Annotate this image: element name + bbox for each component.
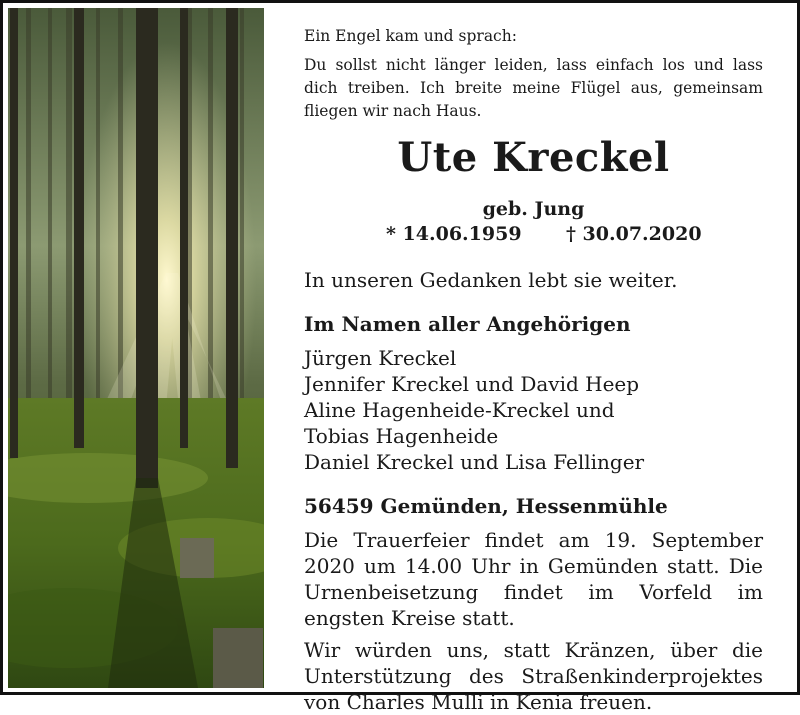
death-date: † 30.07.2020 [566, 223, 702, 245]
poem [304, 25, 763, 123]
obituary-text [304, 25, 763, 715]
birth-date: * 14.06.1959 [386, 223, 522, 245]
funeral-text: Die Trauerfeier findet am 19. September 2020 um 14.00 Uhr in Gemünden statt. Die Urnenbeisetzung findet im Vorfeld im engsten Kreise statt. [304, 528, 763, 630]
life-dates [304, 221, 763, 247]
family-member: Jürgen Kreckel [304, 346, 457, 370]
deceased-name: Ute Kreckel [397, 134, 670, 181]
family-member: Jennifer Kreckel und David Heep [304, 372, 640, 396]
poem-verse: Du sollst nicht länger leiden, lass einfach los und lass dich treiben. Ich breite meine Flügel aus, gemeinsam fliegen wir nach Haus. [304, 56, 763, 120]
family-member: Tobias Hagenheide [304, 424, 499, 448]
family-heading: Im Namen aller Angehörigen [304, 312, 631, 336]
location: 56459 Gemünden, Hessenmühle [304, 494, 668, 518]
family-member: Daniel Kreckel und Lisa Fellinger [304, 450, 645, 474]
donation-text: Wir würden uns, statt Kränzen, über die Unterstützung des Straßenkinderprojektes von Charles Mulli in Kenia freuen. [304, 638, 763, 714]
family-member: Aline Hagenheide-Kreckel und [304, 398, 615, 422]
maiden-name: geb. Jung [482, 198, 585, 220]
family-list [304, 345, 763, 475]
poem-line: Ein Engel kam und sprach: [304, 27, 517, 45]
forest-sunlight-photo [8, 8, 264, 688]
memory-line: In unseren Gedanken lebt sie weiter. [304, 268, 678, 292]
